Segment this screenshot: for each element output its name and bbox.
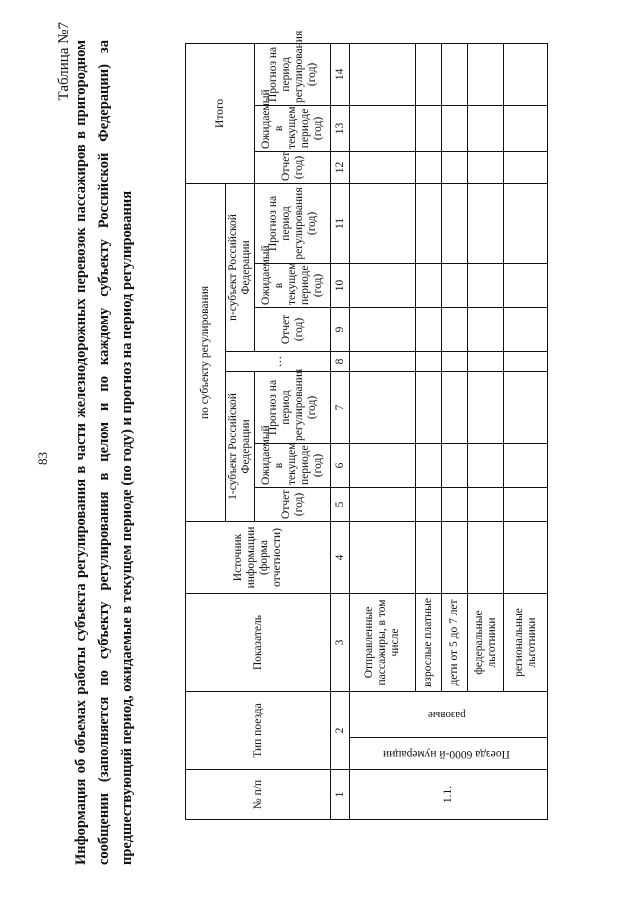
subgroup-cell — [350, 691, 548, 737]
page-number: 83 — [35, 452, 50, 465]
header-expected-1: Ожидаемый в текущем периоде (год) — [255, 443, 331, 487]
colnum-3: 3 — [331, 593, 350, 691]
colnum-12: 12 — [331, 151, 350, 183]
colnum-14: 14 — [331, 43, 350, 105]
section-number: 1.1. — [350, 770, 548, 820]
row-label: федеральные льготники — [468, 593, 504, 691]
colnum-8: 8 — [331, 351, 350, 371]
colnum-1: 1 — [331, 770, 350, 820]
header-subject-1: 1-субъект Российской Федерации — [226, 371, 255, 521]
colnum-6: 6 — [331, 443, 350, 487]
header-source: Источник информации (форма отчетности) — [186, 521, 331, 593]
colnum-7: 7 — [331, 371, 350, 443]
header-by-subject: по субъекту регулирования — [186, 183, 226, 521]
header-no: № п/п — [186, 770, 331, 820]
header-subject-n: n-субъект Российской Федерации — [226, 183, 255, 351]
document-title: Информация об объемах работы субъекта регулирования в части железнодорожных перевозок пассажиров в пригородном сообщении (заполняется по субъекту регулирования в целом и по каждому субъекту Российской Федерации) за предшествующий период, ожидаемые в текущем периоде (по году) и прогноз на период регулирования — [73, 40, 135, 865]
header-expected-total: Ожидаемый в текущем периоде (год) — [255, 105, 331, 151]
row-label: Отправленные пассажиры, в том числе — [350, 593, 416, 691]
table-label: Таблица №7 — [56, 22, 72, 101]
train-group-label: Поезда 6000-й нумерации — [383, 748, 510, 760]
colnum-9: 9 — [331, 307, 350, 351]
data-table — [185, 30, 548, 820]
row-label: региональные льготники — [504, 593, 548, 691]
colnum-5: 5 — [331, 487, 350, 521]
header-forecast-1: Прогноз на период регулирования (год) — [255, 371, 331, 443]
row-label: дети от 5 до 7 лет — [442, 593, 468, 691]
colnum-10: 10 — [331, 263, 350, 307]
header-total: Итого — [186, 43, 255, 183]
header-report-1: Отчет (год) — [255, 487, 331, 521]
colnum-2: 2 — [331, 691, 350, 769]
colnum-4: 4 — [331, 521, 350, 593]
header-ellipsis: … — [226, 351, 331, 371]
subgroup-label: разовые — [427, 709, 466, 721]
header-train-type: Тип поезда — [186, 691, 331, 769]
header-indicator: Показатель — [186, 593, 331, 691]
header-report-n: Отчет (год) — [255, 307, 331, 351]
colnum-13: 13 — [331, 105, 350, 151]
header-expected-n: Ожидаемый в текущем периоде (год) — [255, 263, 331, 307]
header-report-total: Отчет (год) — [255, 151, 331, 183]
colnum-11: 11 — [331, 183, 350, 263]
header-forecast-total: Прогноз на период регулирования (год) — [255, 43, 331, 105]
row-label: взрослые платные — [416, 593, 442, 691]
header-forecast-n: Прогноз на период регулирования (год) — [255, 183, 331, 263]
train-group-cell — [350, 738, 548, 770]
